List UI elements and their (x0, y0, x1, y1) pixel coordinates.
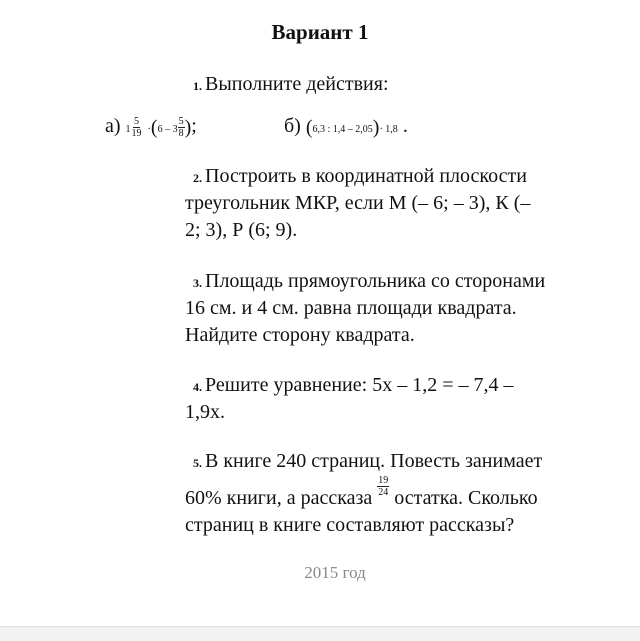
task-4-line-1: 4. Решите уравнение: 5х – 1,2 = – 7,4 – (193, 374, 514, 396)
task-5-fraction: $\frac{19}{24}$ (378, 474, 389, 498)
task-1a-fraction-1: $\frac{5}{19}$ (131, 115, 142, 139)
task-5-line-3: страниц в книге составляют рассказы? (185, 514, 515, 536)
task-1b: б) (6,3 : 1,4 – 2,05)· 1,8 . (284, 115, 408, 139)
page-title: Вариант 1 (271, 20, 369, 44)
task-5-line-2: 60% книги, а рассказа $\frac{19}{24}$ остатка. Сколько (185, 474, 538, 509)
task-3-line-1: 3. Площадь прямоугольника со сторонами (193, 270, 546, 292)
task-2-line-3: 2; 3), Р (6; 9). (185, 219, 298, 241)
task-1-heading (193, 70, 389, 100)
task-3-line-2: 16 см. и 4 см. равна площади квадрата. (185, 297, 517, 319)
task-1b-mul: · 1,8 (379, 124, 398, 135)
task-3-number: 3. (193, 276, 202, 290)
task-1a-end: ; (191, 115, 197, 137)
task-1a: а) 1 $\frac{5}{19}$ ·(6 – 3 $\frac{5}{8}$ ); (105, 115, 197, 139)
task-1a-label: а) (105, 115, 121, 137)
task-2-line-2: треугольник МКР, если М (– 6; – 3), К (– (185, 192, 531, 214)
task-4-number: 4. (193, 380, 202, 394)
task-1b-expr: 6,3 : 1,4 – 2,05 (312, 124, 373, 135)
task-1b-label: б) (284, 115, 301, 137)
task-1a-inner: 6 – 3 (157, 124, 178, 135)
task-5-number: 5. (193, 456, 202, 470)
footer-year: 2015 год (304, 563, 366, 582)
task-1-number: 1. (193, 79, 202, 93)
task-4-line-2: 1,9х. (185, 401, 225, 423)
task-3-line-3: Найдите сторону квадрата. (185, 324, 415, 346)
task-2-line-1: 2. Построить в координатной плоскости (193, 165, 527, 187)
task-1-text: Выполните действия: (205, 73, 389, 95)
bottom-bar (0, 626, 640, 641)
task-1a-fraction-2: $\frac{5}{8}$ (178, 115, 184, 139)
task-2-number: 2. (193, 171, 202, 185)
task-1a-dot: · (147, 124, 151, 135)
task-5-line-1: 5. В книге 240 страниц. Повесть занимает (193, 450, 543, 472)
task-1a-int: 1 (125, 124, 131, 135)
task-1b-end: . (402, 115, 408, 137)
